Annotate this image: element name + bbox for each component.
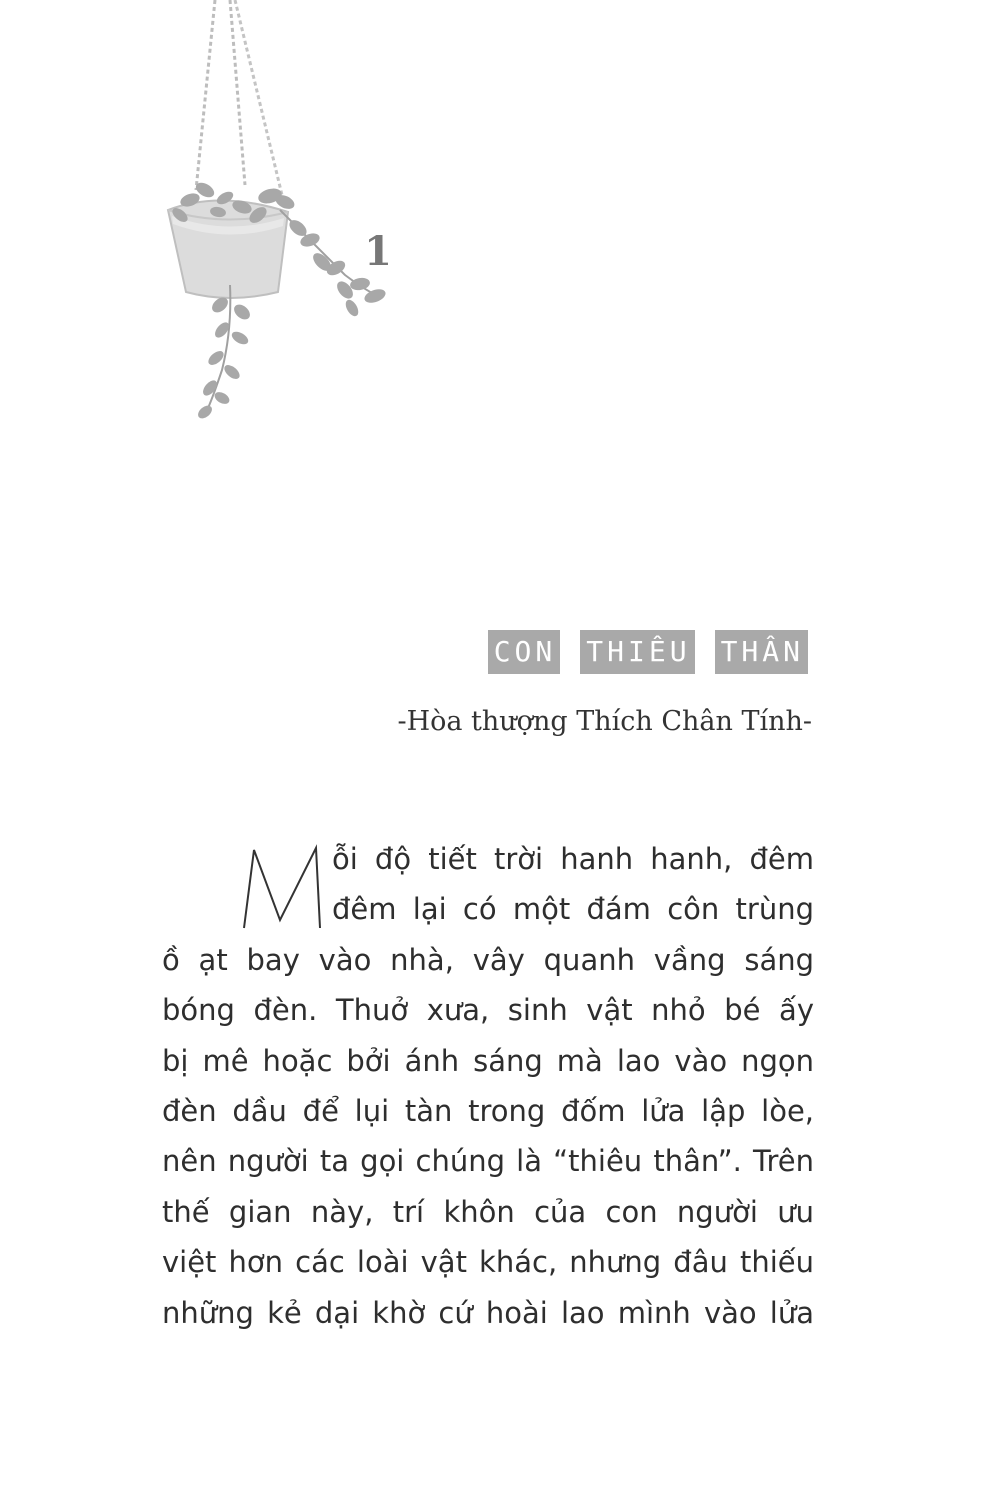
text-line: bóng đèn. Thuở xưa, sinh vật nhỏ bé ấy (162, 993, 814, 1028)
title-word: THÂN (715, 630, 808, 674)
title-word: CON (488, 630, 561, 674)
hanging-plant-illustration (150, 0, 400, 430)
text-line: nên người ta gọi chúng là “thiêu thân”. Trên (162, 1144, 814, 1179)
text-line: thế gian này, trí khôn của con người ưu (162, 1194, 814, 1229)
text-line: ồ ạt bay vào nhà, vây quanh vầng sáng (162, 942, 814, 977)
text-line: những kẻ dại khờ cứ hoài lao mình vào lửa (162, 1295, 814, 1330)
body-paragraph (162, 834, 814, 1338)
text-line: đêm lại có một đám côn trùng (332, 892, 814, 927)
drop-cap-letter (240, 844, 324, 934)
text-line: đèn dầu để lụi tàn trong đốm lửa lập lòe, (162, 1094, 814, 1129)
chapter-title (488, 630, 808, 674)
text-line: bị mê hoặc bởi ánh sáng mà lao vào ngọn (162, 1043, 814, 1078)
author-line: -Hòa thượng Thích Chân Tính- (397, 706, 812, 737)
text-line: ỗi độ tiết trời hanh hanh, đêm (332, 842, 814, 876)
title-word: THIÊU (580, 630, 694, 674)
text-line: việt hơn các loài vật khác, nhưng đâu thiếu (162, 1245, 814, 1280)
chapter-number: 1 (364, 228, 392, 275)
